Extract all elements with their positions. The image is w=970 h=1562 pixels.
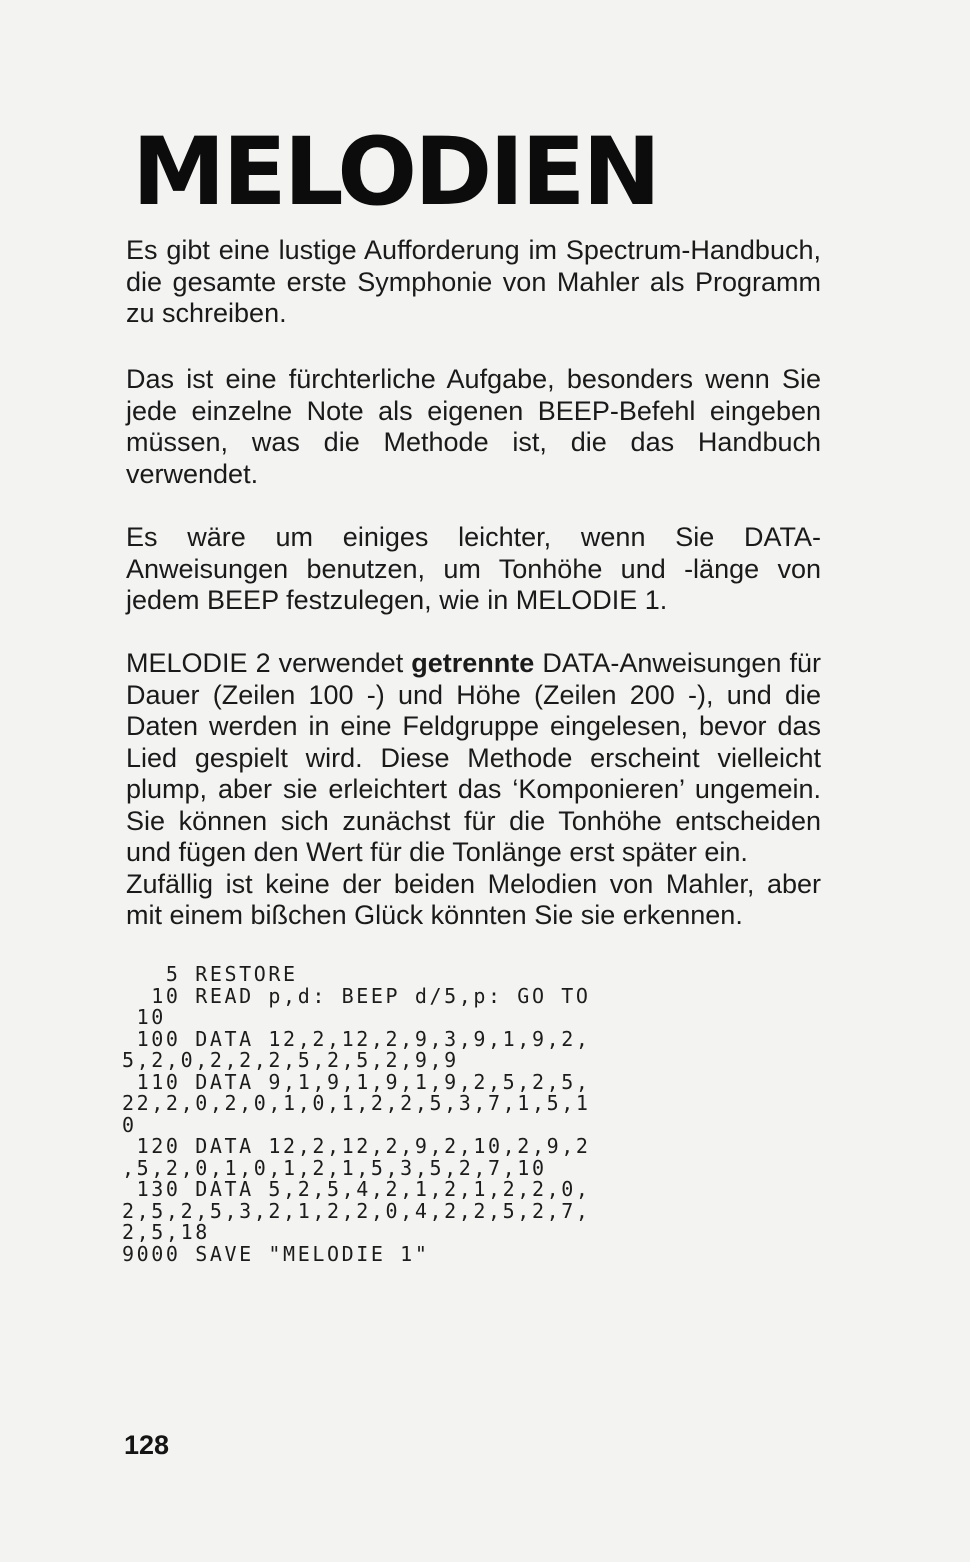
code-line: 10 (122, 1005, 166, 1029)
paragraph-task: Das ist eine fürchterliche Aufgabe, besonders wenn Sie jede einzelne Note als eigenen BEEP-Befehl eingeben müssen, was die Methode ist, die das Handbuch verwendet. (126, 364, 821, 489)
paragraph-melodie2-rest: DATA-Anweisungen für Dauer (Zeilen 100 -) und Höhe (Zeilen 200 -), und die Daten werden in eine Feldgruppe eingelesen, bevor das Lied gespielt wird. Diese Methode erscheint vielleicht plump, aber sie erleichtert das ‘Komponieren’ ungemein. Sie können sich zunächst für die Tonhöhe entscheiden und fügen den Wert für die Tonlänge erst später ein. (126, 648, 821, 867)
paragraph-melodie2-closing: Zufällig ist keine der beiden Melodien von Mahler, aber mit einem bißchen Glück könnten Sie sie erkennen. (126, 868, 821, 930)
paragraph-intro: Es gibt eine lustige Aufforderung im Spectrum-Handbuch, die gesamte erste Symphonie von Mahler als Programm zu schreiben. (126, 235, 821, 328)
code-line: 110 DATA 9,1,9,1,9,1,9,2,5,2,5, (122, 1069, 591, 1094)
paragraph-melodie2 (126, 648, 821, 932)
page-title: MELODIEN (132, 118, 659, 227)
paragraph-data-statements: Es wäre um einiges leichter, wenn Sie DATA-Anweisungen benutzen, um Tonhöhe und -länge von jedem BEEP festzulegen, wie in MELODIE 1. (126, 522, 821, 615)
code-line: 22,2,0,2,0,1,0,1,2,2,5,3,7,1,5,1 (122, 1091, 591, 1115)
paragraph-melodie2-start: MELODIE 2 verwendet (126, 648, 412, 678)
code-line: 100 DATA 12,2,12,2,9,3,9,1,9,2, (122, 1026, 591, 1051)
program-listing (122, 964, 822, 1265)
code-line: ,5,2,0,1,0,1,2,1,5,3,5,2,7,10 (122, 1155, 547, 1180)
code-line: 2,5,2,5,3,2,1,2,2,0,4,2,2,5,2,7, (122, 1198, 591, 1223)
page-number: 128 (124, 1430, 170, 1460)
code-line: 10 READ p,d: BEEP d/5,p: GO TO (122, 983, 591, 1008)
code-line: 2,5,18 (122, 1220, 210, 1244)
emphasis-getrennte: getrennte (411, 648, 535, 678)
code-line: 5,2,0,2,2,2,5,2,5,2,9,9 (122, 1048, 459, 1072)
code-line: 5 RESTORE (122, 962, 298, 986)
code-line: 120 DATA 12,2,12,2,9,2,10,2,9,2 (122, 1134, 591, 1158)
code-line: 9000 SAVE "MELODIE 1" (122, 1241, 430, 1266)
code-line: 0 (122, 1112, 137, 1137)
code-line: 130 DATA 5,2,5,4,2,1,2,1,2,2,0, (122, 1177, 591, 1201)
